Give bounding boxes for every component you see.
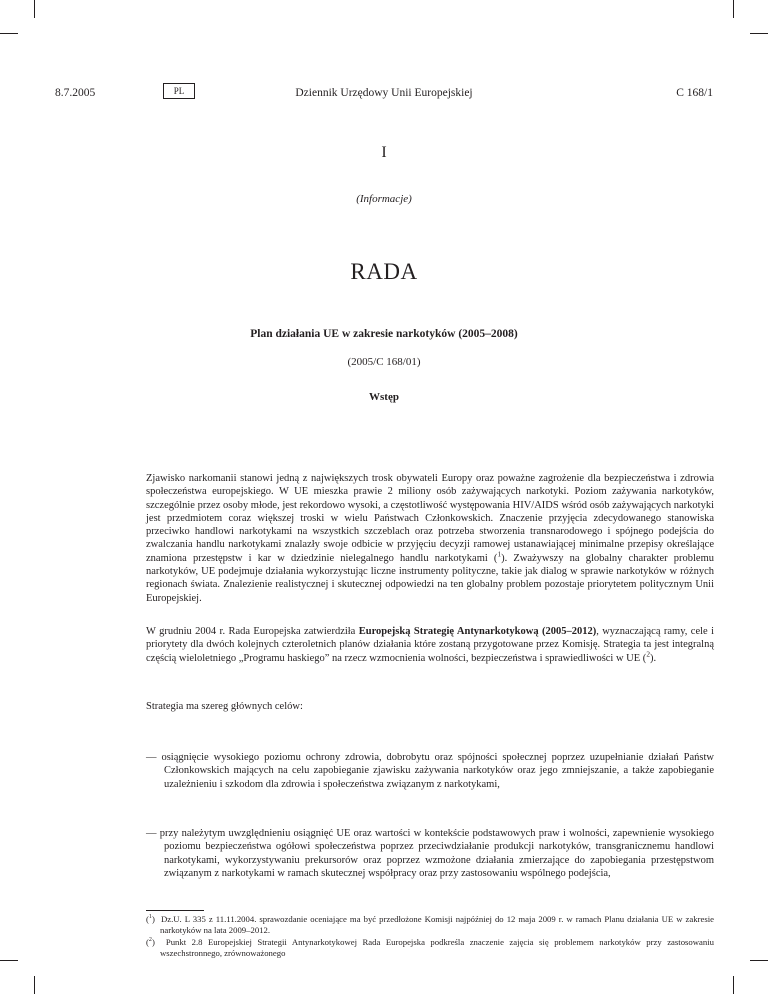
institution-name: RADA [350, 259, 418, 284]
intro-heading: Wstęp [369, 391, 399, 403]
section-label: (Informacje) [356, 193, 412, 205]
publication-date: 8.7.2005 [55, 87, 96, 99]
document-title: Plan działania UE w zakresie narkotyków (2005–2008) [250, 328, 518, 340]
paragraph-2-text-end: ). [649, 652, 657, 664]
crop-mark [733, 0, 734, 18]
list-item: — osiągnięcie wysokiego poziomu ochrony zdrowia, dobrobytu oraz spójności społecznej poprzez uzupełnianie działań Państw Członkowskich mających na celu zapobieganie zjawisku zażywania narkotyków oraz jego zmniejszanie, a także zapobieganie uzależnieniu i szkodom dla zdrowia i społeczeństwa związanym z narkotykami, [146, 752, 714, 790]
footnote-ref-1[interactable]: 1 [497, 549, 502, 559]
footnote-text: Punkt 2.8 Europejskiej Strategii Antynarkotykowej Rada Europejska podkreśla znaczenie zajęcia się problemem narkotyków przy zastosowaniu wszechstronnego, zrównoważonego [160, 937, 714, 958]
crop-mark [750, 33, 768, 34]
paragraph-2 [146, 625, 714, 665]
crop-mark [34, 0, 35, 18]
journal-title: Dziennik Urzędowy Unii Europejskiej [295, 87, 473, 99]
footnote-2: ($^2$) Punkt 2.8 Europejskiej Strategii Antynarkotykowej Rada Europejska podkreśla znaczenie zajęcia się problemem narkotyków przy zastosowaniu wszechstronnego, zrównoważonego [146, 937, 714, 958]
footnote-mark: 2 [148, 937, 152, 944]
crop-mark [34, 976, 35, 994]
footnote-ref-2[interactable]: 2 [646, 649, 650, 659]
list-item: — przy należytym uwzględnieniu osiągnięć UE oraz wartości w kontekście podstawowych praw i wolności, zapewnienie wysokiego poziomu bezpieczeństwa ogółowi społeczeństwa poprzez przeciwdziałanie produkcji narkotyków, transgranicznemu handlowi narkotykami, wykorzystywaniu prekursorów oraz poprzez wzmożone działania zmierzające do zapobiegania przestępstwom związanym z narkotykami w ramach skutecznej współpracy oraz przy zastosowaniu wspólnego podejścia, [146, 828, 714, 879]
footnote-mark: 1 [148, 914, 152, 921]
paragraph-2-text-cont: , wyznaczającą ramy, cele i priorytety dla dwóch kolejnych czteroletnich planów działania które zostaną przygotowane przez Komisję. Strategia ta jest integralną częścią wieloletniego „Programu haskiego” na rzecz wzmocnienia wolności, bezpieczeństwa i sprawiedliwości w UE ( [146, 626, 714, 664]
page-reference: C 168/1 [676, 87, 713, 99]
crop-mark [0, 960, 18, 961]
paragraph-1 [146, 472, 714, 605]
crop-mark [0, 33, 18, 34]
document-reference: (2005/C 168/01) [347, 356, 421, 368]
footnote-text: Dz.U. L 335 z 11.11.2004. sprawozdanie oceniające ma być przedłożone Komisji najpóźniej do 12 maja 2009 r. w ramach Planu działania UE w zakresie narkotyków na lata 2009–2012. [160, 914, 714, 935]
crop-mark [750, 960, 768, 961]
paragraph-3: Strategia ma szereg głównych celów: [146, 701, 303, 712]
paragraph-1-text-cont: ). Zważywszy na globalny charakter problemu narkotyków, UE podejmuje działania wykorzystując liczne instrumenty polityczne, takie jak dialog w sprawie narkotyków w różnych regionach świata. Znalezienie realistycznej i skutecznej odpowiedzi na ten globalny problem pozostaje priorytetem politycznym Unii Europejskiej. [146, 552, 714, 604]
paragraph-1-text: Zjawisko narkomanii stanowi jedną z największych trosk obywateli Europy oraz poważne zagrożenie dla bezpieczeństwa i zdrowia społeczeństwa europejskiego. W UE mieszka prawie 2 miliony osób zażywających narkotyki. Poziom zażywania narkotyków, szczególnie przez osoby młode, jest rekordowo wysoki, a częstotliwość występowania HIV/AIDS wśród osób zażywających narkotyki jest przedmiotem coraz większej troski w wielu Państwach Członkowskich. Znaczenie przyjęcia zdecydowanego stanowiska przeciwko handlowi narkotykami na wszystkich szczeblach oraz potrzeba stworzenia transnarodowego i spójnego podejścia do zwalczania handlu narkotykami znalazły swoje odbicie w przyjęciu decyzji ramowej ustanawiającej minimalne przepisy określające znamiona przestępstw i kar w dziedzinie nielegalnego handlu narkotykami ( [146, 473, 714, 564]
footnote-1: ($^1$) Dz.U. L 335 z 11.11.2004. sprawozdanie oceniające ma być przedłożone Komisji najpóźniej do 12 maja 2009 r. w ramach Planu działania UE w zakresie narkotyków na lata 2009–2012. [146, 914, 714, 935]
language-box: PL [163, 83, 195, 99]
strategy-name: Europejską Strategię Antynarkotykową (2005–2012) [358, 626, 597, 637]
paragraph-2-text: W grudniu 2004 r. Rada Europejska zatwierdziła [146, 626, 359, 637]
part-number: I [381, 144, 387, 161]
footnote-divider [146, 910, 204, 911]
crop-mark [733, 976, 734, 994]
